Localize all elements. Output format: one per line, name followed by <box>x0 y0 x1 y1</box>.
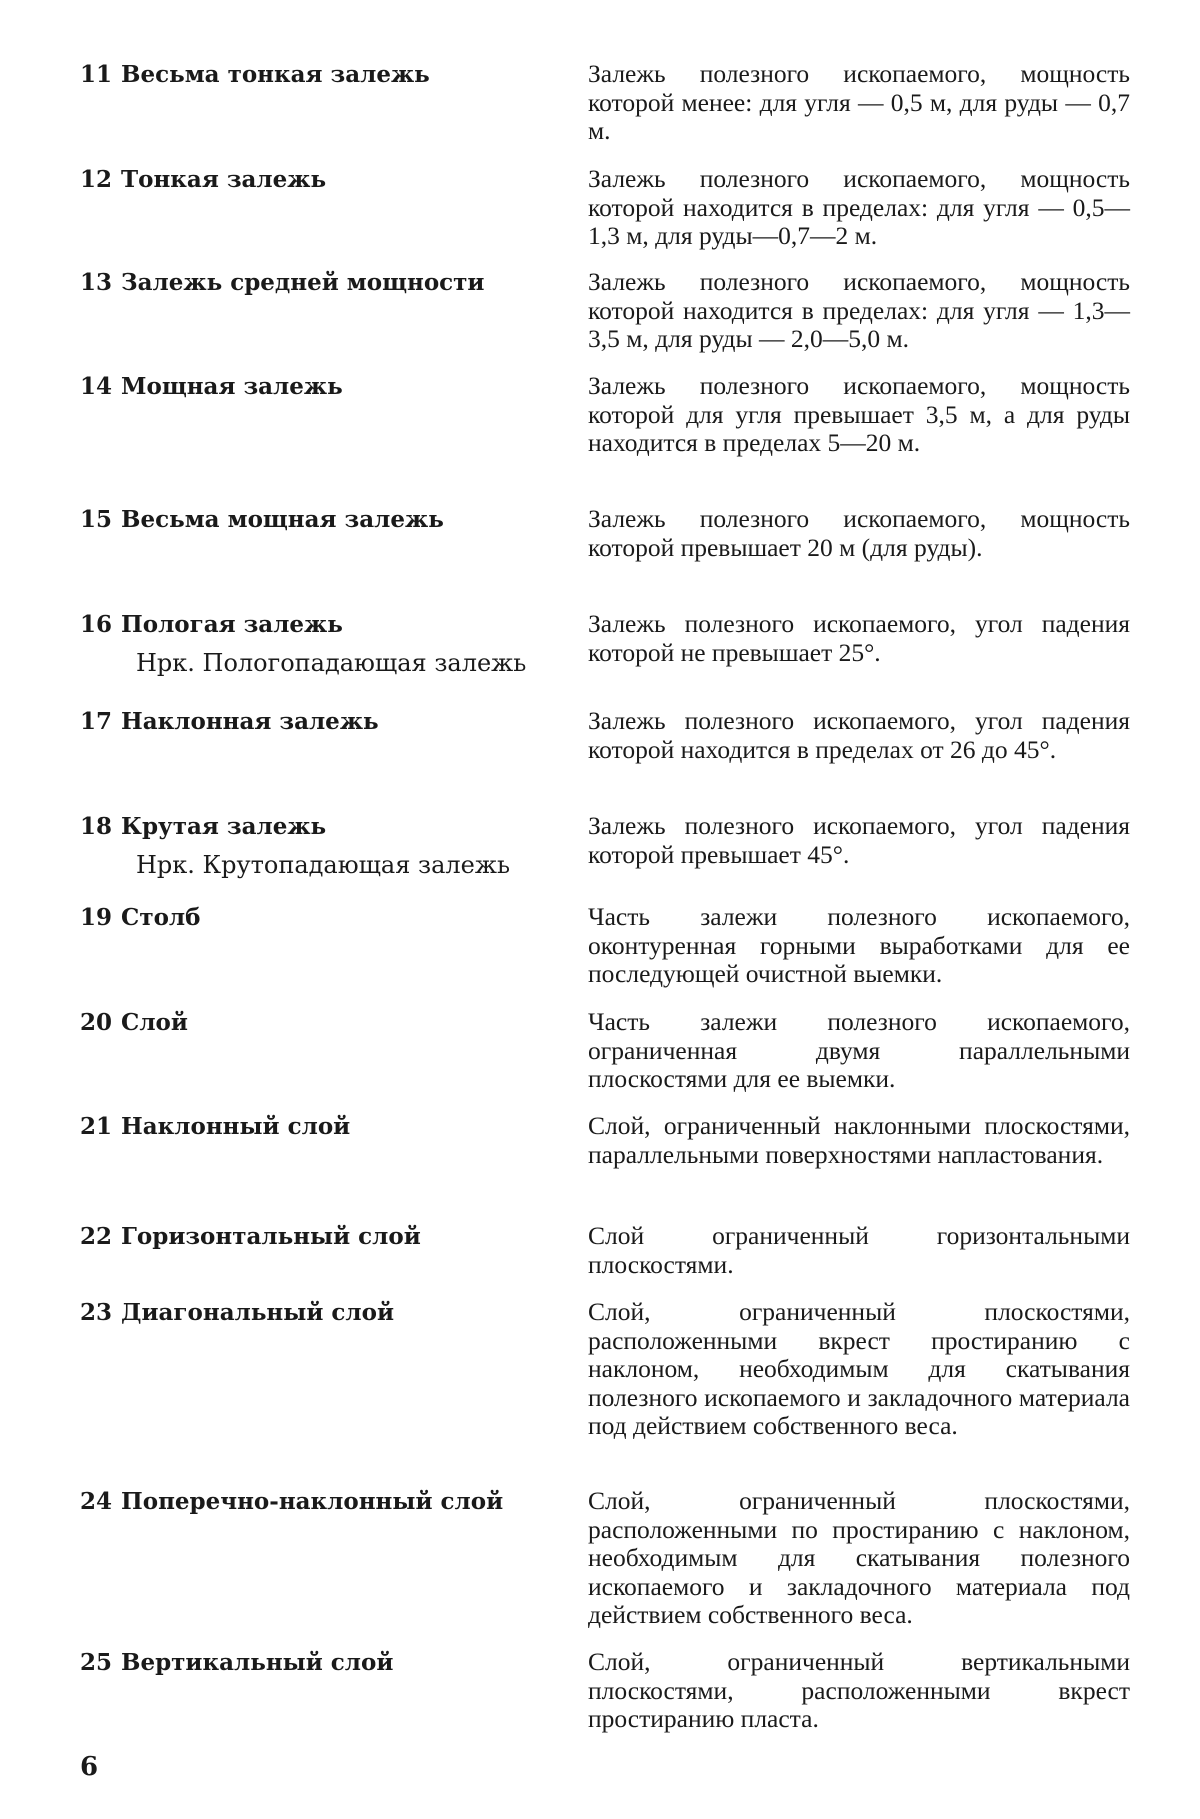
term-name: Диагональный слой <box>121 1299 395 1326</box>
term-definition: Часть залежи полезного ископаемого, оконтуренная горными выработками для ее последующей очистной выемки. <box>588 902 1130 988</box>
term-name: Вертикальный слой <box>121 1649 394 1676</box>
term-name: Столб <box>121 904 201 931</box>
term-number: 15 <box>80 506 113 533</box>
term-definition: Слой, ограниченный плоскостями, расположенными вкрест простиранию с наклоном, необходимым для скатывания полезного ископаемого и закладочного материала под действием собственного веса. <box>588 1297 1130 1440</box>
term-number: 24 <box>80 1488 113 1515</box>
term-title <box>80 610 560 678</box>
term-title <box>80 1112 560 1142</box>
term-definition: Слой ограниченный горизонтальными плоскостями. <box>588 1221 1130 1279</box>
term-definition: Залежь полезного ископаемого, угол падения которой находится в пределах от 26 до 45°. <box>588 706 1130 764</box>
term-name: Тонкая залежь <box>121 166 327 193</box>
term-number: 23 <box>80 1299 113 1326</box>
term-name: Поперечно-наклонный слой <box>121 1488 504 1515</box>
term-number: 25 <box>80 1649 113 1676</box>
term-number: 20 <box>80 1009 113 1036</box>
term-number: 16 <box>80 611 113 638</box>
term-name: Слой <box>121 1009 188 1036</box>
term-number: 17 <box>80 708 113 735</box>
term-title <box>80 707 560 737</box>
term-definition: Слой, ограниченный наклонными плоскостями, параллельными поверхностями напластования. <box>588 1111 1130 1169</box>
term-number: 12 <box>80 166 113 193</box>
term-number: 21 <box>80 1113 113 1140</box>
term-title <box>80 505 560 535</box>
term-number: 14 <box>80 373 113 400</box>
term-title <box>80 1487 560 1517</box>
term-name: Залежь средней мощности <box>121 269 485 296</box>
term-definition: Залежь полезного ископаемого, мощность которой для угля превышает 3,5 м, а для руды находится в пределах 5—20 м. <box>588 371 1130 457</box>
term-definition: Залежь полезного ископаемого, угол падения которой не превышает 25°. <box>588 609 1130 667</box>
term-synonym: Нрк. Крутопадающая залежь <box>136 851 511 879</box>
term-definition: Залежь полезного ископаемого, мощность которой находится в пределах: для угля — 0,5—1,3 м, для руды—0,7—2 м. <box>588 164 1130 250</box>
page-number: 6 <box>80 1752 99 1782</box>
term-title <box>80 903 560 933</box>
term-title <box>80 60 560 90</box>
term-title <box>80 1298 560 1328</box>
term-title <box>80 372 560 402</box>
term-name: Весьма мощная залежь <box>121 506 444 533</box>
term-name: Крутая залежь <box>121 813 327 840</box>
term-definition: Залежь полезного ископаемого, мощность которой менее: для угля — 0,5 м, для руды — 0,7 м. <box>588 59 1130 145</box>
term-name: Пологая залежь <box>121 611 343 638</box>
term-number: 11 <box>80 61 113 88</box>
term-definition: Залежь полезного ископаемого, угол падения которой превышает 45°. <box>588 811 1130 869</box>
term-definition: Залежь полезного ископаемого, мощность которой превышает 20 м (для руды). <box>588 504 1130 562</box>
term-title <box>80 1008 560 1038</box>
term-definition: Залежь полезного ископаемого, мощность которой находится в пределах: для угля — 1,3—3,5 м, для руды — 2,0—5,0 м. <box>588 267 1130 353</box>
term-title <box>80 268 560 298</box>
term-name: Наклонная залежь <box>121 708 379 735</box>
term-number: 18 <box>80 813 113 840</box>
term-name: Горизонтальный слой <box>121 1223 421 1250</box>
term-name: Наклонный слой <box>121 1113 351 1140</box>
term-title <box>80 165 560 195</box>
term-definition: Слой, ограниченный плоскостями, расположенными по простиранию с наклоном, необходимым для скатывания полезного ископаемого и закладочного материала под действием собственного веса. <box>588 1486 1130 1629</box>
term-synonym: Нрк. Пологопадающая залежь <box>136 649 527 677</box>
term-definition: Часть залежи полезного ископаемого, ограниченная двумя параллельными плоскостями для ее выемки. <box>588 1007 1130 1093</box>
term-title <box>80 812 560 880</box>
term-name: Мощная залежь <box>121 373 343 400</box>
term-name: Весьма тонкая залежь <box>121 61 430 88</box>
term-title <box>80 1222 560 1252</box>
term-definition: Слой, ограниченный вертикальными плоскостями, расположенными вкрест простиранию пласта. <box>588 1647 1130 1733</box>
term-number: 19 <box>80 904 113 931</box>
term-number: 22 <box>80 1223 113 1250</box>
term-title <box>80 1648 560 1678</box>
term-number: 13 <box>80 269 113 296</box>
